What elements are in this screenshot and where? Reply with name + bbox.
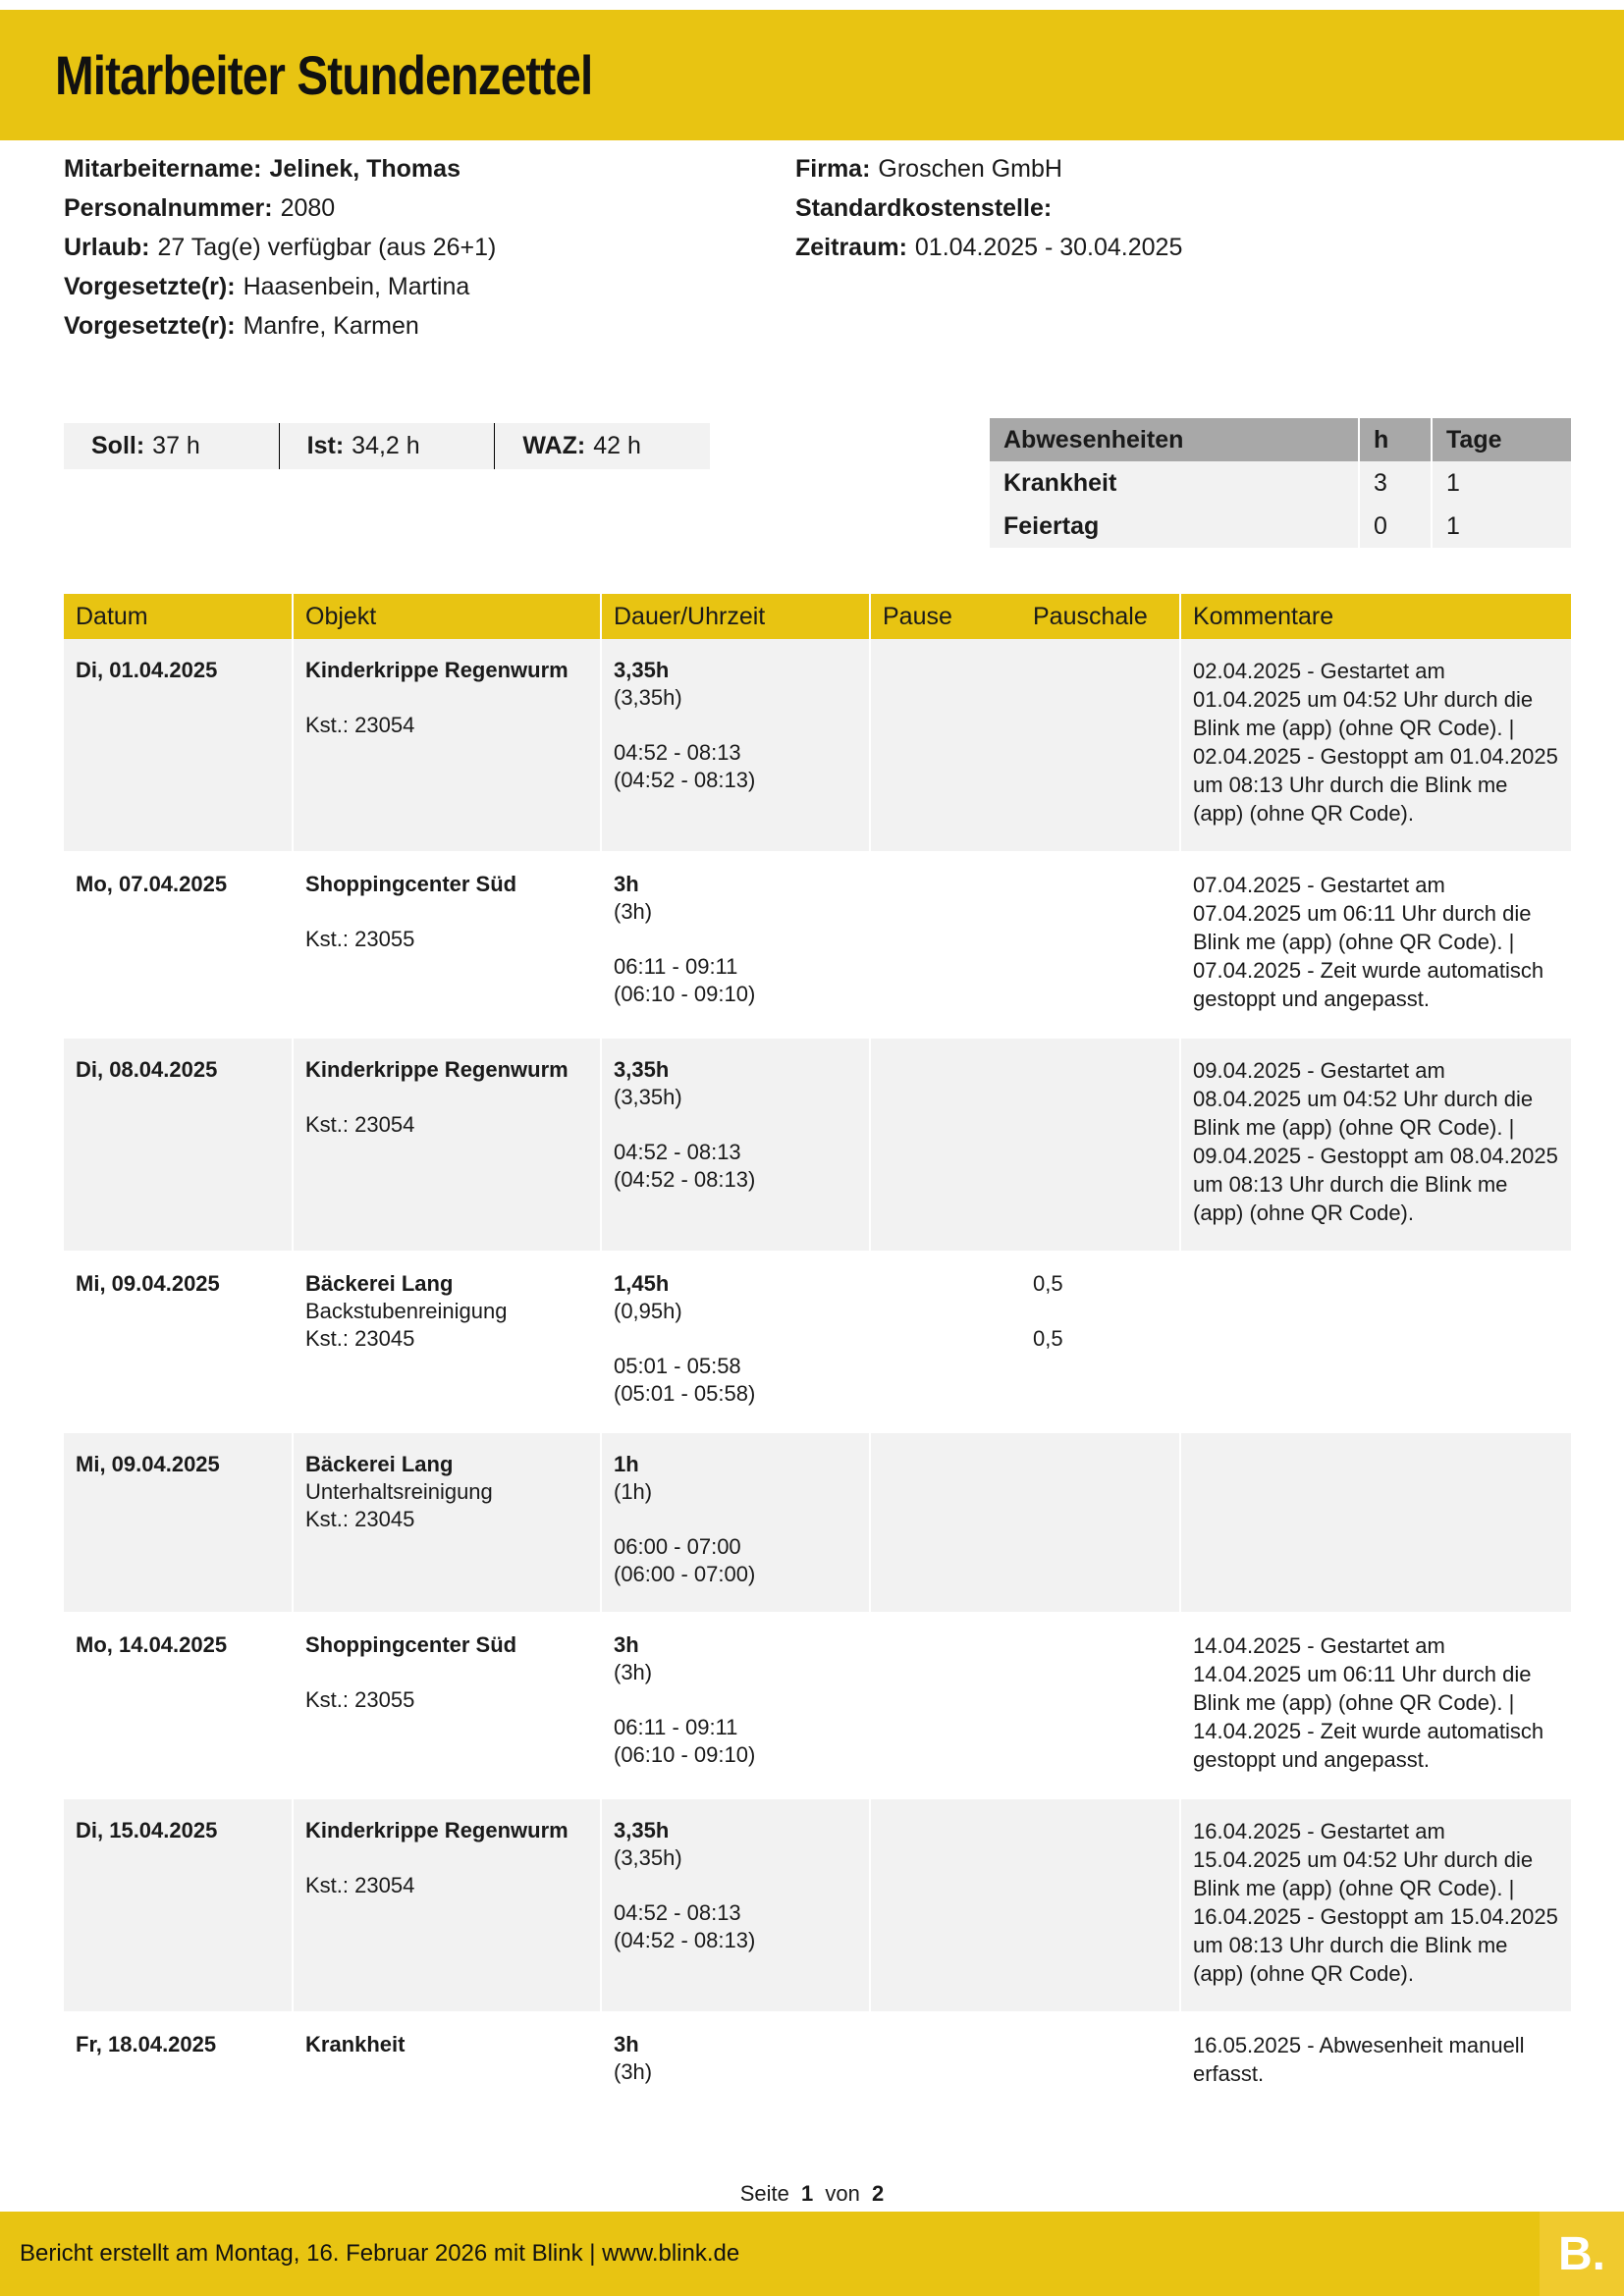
cell-line: Kst.: 23045 — [305, 1326, 415, 1351]
absence-days: 1 — [1431, 461, 1571, 505]
cell-pause — [869, 1614, 1021, 1797]
cell-pause — [869, 853, 1021, 1037]
cell-pause — [869, 1039, 1021, 1251]
column-header-kommentare: Kommentare — [1179, 594, 1571, 639]
page-title: Mitarbeiter Stundenzettel — [55, 44, 593, 106]
page-number-middle: von — [825, 2181, 860, 2206]
cell-pauschale — [1021, 853, 1179, 1037]
cell-objekt — [292, 1039, 600, 1251]
cell-pauschale — [1021, 2013, 1179, 2111]
timesheet-row — [64, 1039, 1571, 1253]
summary-soll — [64, 423, 279, 469]
cell-line: 1,45h — [614, 1271, 670, 1296]
info-line-vorgesetzte-1 — [64, 267, 795, 306]
cell-line — [614, 1325, 857, 1353]
timesheet-row — [64, 1433, 1571, 1614]
cell-line: (0,95h) — [614, 1299, 682, 1323]
info-label: Zeitraum: — [795, 234, 907, 261]
cell-line: 3h — [614, 872, 639, 896]
cell-objekt — [292, 2013, 600, 2111]
cell-line — [614, 1506, 857, 1533]
cell-line: 0,5 — [1033, 1271, 1063, 1296]
timesheet-row — [64, 853, 1571, 1039]
cell-line: Krankheit — [305, 2032, 406, 2056]
timesheet-row — [64, 639, 1571, 853]
cell-line: 1h — [614, 1452, 639, 1476]
cell-pause — [869, 639, 1021, 851]
cell-pauschale — [1021, 1039, 1179, 1251]
footer-note: Bericht erstellt am Montag, 16. Februar 2026 mit Blink | www.blink.de — [20, 2240, 740, 2267]
cell-line: Mi, 09.04.2025 — [76, 1452, 220, 1476]
cell-line — [614, 1111, 857, 1139]
cell-line — [305, 898, 588, 926]
cell-kommentar: 16.05.2025 - Abwesenheit manuell erfasst. — [1179, 2013, 1571, 2111]
cell-pauschale — [1021, 1433, 1179, 1612]
cell-objekt — [292, 1614, 600, 1797]
cell-line: Di, 01.04.2025 — [76, 658, 218, 682]
page-number-prefix: Seite — [739, 2181, 789, 2206]
cell-line: (04:52 - 08:13) — [614, 768, 756, 792]
info-label: Personalnummer: — [64, 194, 273, 222]
cell-objekt — [292, 1799, 600, 2011]
cell-line: (3h) — [614, 2059, 653, 2084]
cell-datum — [64, 1433, 292, 1612]
cell-line: 04:52 - 08:13 — [614, 1900, 741, 1925]
cell-line: Bäckerei Lang — [305, 1271, 454, 1296]
info-value: 27 Tag(e) verfügbar (aus 26+1) — [157, 234, 497, 261]
info-label: Urlaub: — [64, 234, 150, 261]
cell-kommentar: 09.04.2025 - Gestartet am 08.04.2025 um 04:52 Uhr durch die Blink me (app) (ohne QR Code). | 09.04.2025 - Gestoppt am 08.04.2025 um 08:13 Uhr durch die Blink me (app) (ohne QR Code). — [1179, 1039, 1571, 1251]
cell-line — [614, 926, 857, 953]
absences-table — [990, 418, 1571, 548]
cell-line — [614, 1872, 857, 1899]
cell-line: (04:52 - 08:13) — [614, 1167, 756, 1192]
cell-line: Kst.: 23054 — [305, 713, 415, 737]
info-label: Standardkostenstelle: — [795, 194, 1053, 222]
cell-line: Backstubenreinigung — [305, 1299, 508, 1323]
cell-dauer — [600, 1253, 869, 1431]
cell-line: (3h) — [614, 1660, 653, 1684]
cell-line: 0,5 — [1033, 1326, 1063, 1351]
cell-objekt — [292, 1253, 600, 1431]
cell-line: Kst.: 23045 — [305, 1507, 415, 1531]
timesheet-row — [64, 1614, 1571, 1799]
cell-line: Bäckerei Lang — [305, 1452, 454, 1476]
timesheet-header-row — [64, 594, 1571, 639]
cell-line: Kinderkrippe Regenwurm — [305, 1057, 568, 1082]
timesheet-body — [64, 639, 1571, 2113]
cell-line: (05:01 - 05:58) — [614, 1381, 756, 1406]
cell-line — [305, 1844, 588, 1872]
cell-line: (3,35h) — [614, 685, 682, 710]
cell-pause — [869, 1433, 1021, 1612]
page-number — [0, 2181, 1624, 2207]
cell-dauer — [600, 639, 869, 851]
info-value: 01.04.2025 - 30.04.2025 — [914, 234, 1183, 261]
summary-label: WAZ: — [522, 432, 586, 459]
column-header-dauer: Dauer/Uhrzeit — [600, 594, 869, 639]
cell-line: 06:11 - 09:11 — [614, 954, 738, 979]
cell-line: 3h — [614, 2032, 639, 2056]
cell-dauer — [600, 853, 869, 1037]
cell-line: 06:11 - 09:11 — [614, 1715, 738, 1739]
page-number-total: 2 — [872, 2181, 885, 2206]
cell-line: (1h) — [614, 1479, 653, 1504]
cell-dauer — [600, 1433, 869, 1612]
info-value: 2080 — [280, 194, 336, 222]
cell-line: 3h — [614, 1632, 639, 1657]
cell-line: (3,35h) — [614, 1845, 682, 1870]
cell-line: 06:00 - 07:00 — [614, 1534, 741, 1559]
absences-header-row — [990, 418, 1571, 461]
cell-line: 3,35h — [614, 1057, 670, 1082]
timesheet-table — [64, 594, 1571, 2113]
summary-ist — [279, 423, 495, 469]
employee-info-left — [64, 149, 795, 346]
cell-line — [305, 1659, 588, 1686]
info-label: Mitarbeitername: — [64, 155, 262, 183]
cell-line: 04:52 - 08:13 — [614, 740, 741, 765]
cell-line: Shoppingcenter Süd — [305, 1632, 517, 1657]
cell-pause — [869, 2013, 1021, 2111]
absences-header-name: Abwesenheiten — [990, 418, 1358, 461]
summary-label: Soll: — [91, 432, 145, 459]
cell-line — [305, 1084, 588, 1111]
cell-datum — [64, 853, 292, 1037]
employee-info — [64, 149, 1566, 346]
cell-kommentar: 02.04.2025 - Gestartet am 01.04.2025 um 04:52 Uhr durch die Blink me (app) (ohne QR Code). | 02.04.2025 - Gestoppt am 01.04.2025 um 08:13 Uhr durch die Blink me (app) (ohne QR Code). — [1179, 639, 1571, 851]
column-header-pauschale: Pauschale — [1033, 602, 1148, 630]
column-header-objekt: Objekt — [292, 594, 600, 639]
cell-line: Shoppingcenter Süd — [305, 872, 517, 896]
cell-line: Mo, 07.04.2025 — [76, 872, 228, 896]
absence-name: Krankheit — [990, 461, 1358, 505]
info-value: Haasenbein, Martina — [243, 273, 470, 300]
info-label: Vorgesetzte(r): — [64, 312, 236, 340]
info-line-personalnummer — [64, 188, 795, 228]
cell-dauer — [600, 2013, 869, 2111]
cell-line: Di, 15.04.2025 — [76, 1818, 218, 1842]
absence-row — [990, 461, 1571, 505]
info-line-standardkostenstelle — [795, 188, 1566, 228]
cell-line: (06:10 - 09:10) — [614, 982, 756, 1006]
cell-line: Mi, 09.04.2025 — [76, 1271, 220, 1296]
cell-pause — [869, 1799, 1021, 2011]
cell-line — [305, 684, 588, 712]
employee-info-right — [795, 149, 1566, 346]
blink-logo — [1540, 2212, 1624, 2296]
cell-dauer — [600, 1799, 869, 2011]
report-header-bar — [0, 10, 1624, 140]
absence-hours: 3 — [1358, 461, 1431, 505]
page-number-current: 1 — [801, 2181, 814, 2206]
cell-kommentar — [1179, 1253, 1571, 1431]
summary-label: Ist: — [306, 432, 345, 459]
cell-dauer — [600, 1614, 869, 1797]
cell-line: 04:52 - 08:13 — [614, 1140, 741, 1164]
cell-line: Kinderkrippe Regenwurm — [305, 658, 568, 682]
summary-waz — [494, 423, 710, 469]
timesheet-row — [64, 1253, 1571, 1433]
absence-days: 1 — [1431, 505, 1571, 548]
info-label: Firma: — [795, 155, 871, 183]
cell-objekt — [292, 639, 600, 851]
cell-line: Kst.: 23054 — [305, 1873, 415, 1897]
cell-line — [1033, 1298, 1167, 1325]
cell-datum — [64, 1039, 292, 1251]
info-value: Jelinek, Thomas — [269, 155, 460, 183]
info-line-vorgesetzte-2 — [64, 306, 795, 346]
cell-line: Kst.: 23055 — [305, 927, 415, 951]
cell-pauschale — [1021, 1253, 1179, 1431]
cell-kommentar: 16.04.2025 - Gestartet am 15.04.2025 um 04:52 Uhr durch die Blink me (app) (ohne QR Code). | 16.04.2025 - Gestoppt am 15.04.2025 um 08:13 Uhr durch die Blink me (app) (ohne QR Code). — [1179, 1799, 1571, 2011]
cell-line: Di, 08.04.2025 — [76, 1057, 218, 1082]
info-label: Vorgesetzte(r): — [64, 273, 236, 300]
info-line-mitarbeitername — [64, 149, 795, 188]
cell-line: Unterhaltsreinigung — [305, 1479, 493, 1504]
absences-header-hours: h — [1358, 418, 1431, 461]
cell-line: Mo, 14.04.2025 — [76, 1632, 228, 1657]
cell-line — [614, 1686, 857, 1714]
cell-line: Fr, 18.04.2025 — [76, 2032, 217, 2056]
cell-datum — [64, 1253, 292, 1431]
cell-line: Kst.: 23055 — [305, 1687, 415, 1712]
cell-line: 3,35h — [614, 1818, 670, 1842]
info-line-urlaub — [64, 228, 795, 267]
cell-objekt — [292, 1433, 600, 1612]
cell-pauschale — [1021, 639, 1179, 851]
cell-line: 3,35h — [614, 658, 670, 682]
cell-line: (04:52 - 08:13) — [614, 1928, 756, 1952]
summary-value: 37 h — [152, 432, 200, 459]
absence-row — [990, 505, 1571, 548]
info-value: Groschen GmbH — [878, 155, 1062, 183]
cell-line: (06:00 - 07:00) — [614, 1562, 756, 1586]
cell-pause — [869, 1253, 1021, 1431]
absence-name: Feiertag — [990, 505, 1358, 548]
cell-datum — [64, 1799, 292, 2011]
cell-kommentar: 14.04.2025 - Gestartet am 14.04.2025 um 06:11 Uhr durch die Blink me (app) (ohne QR Code). | 14.04.2025 - Zeit wurde automatisch gestoppt und angepasst. — [1179, 1614, 1571, 1797]
report-footer-bar — [0, 2212, 1624, 2296]
cell-pauschale — [1021, 1614, 1179, 1797]
timesheet-row — [64, 1799, 1571, 2013]
summary-value: 34,2 h — [352, 432, 420, 459]
cell-dauer — [600, 1039, 869, 1251]
cell-datum — [64, 639, 292, 851]
hours-summary-bar — [64, 423, 710, 469]
column-header-pause: Pause — [869, 594, 1021, 639]
cell-pauschale — [1021, 1799, 1179, 2011]
cell-line: Kinderkrippe Regenwurm — [305, 1818, 568, 1842]
cell-objekt — [292, 853, 600, 1037]
column-header-datum: Datum — [76, 602, 148, 630]
cell-datum — [64, 1614, 292, 1797]
summary-value: 42 h — [593, 432, 641, 459]
cell-kommentar — [1179, 1433, 1571, 1612]
cell-line: Kst.: 23054 — [305, 1112, 415, 1137]
cell-datum — [64, 2013, 292, 2111]
blink-logo-text: B. — [1558, 2227, 1605, 2280]
cell-line: (3h) — [614, 899, 653, 924]
cell-line: (06:10 - 09:10) — [614, 1742, 756, 1767]
info-line-firma — [795, 149, 1566, 188]
info-value: Manfre, Karmen — [243, 312, 419, 340]
timesheet-row — [64, 2013, 1571, 2113]
cell-kommentar: 07.04.2025 - Gestartet am 07.04.2025 um 06:11 Uhr durch die Blink me (app) (ohne QR Code). | 07.04.2025 - Zeit wurde automatisch gestoppt und angepasst. — [1179, 853, 1571, 1037]
cell-line: 05:01 - 05:58 — [614, 1354, 741, 1378]
absences-body — [990, 461, 1571, 548]
absence-hours: 0 — [1358, 505, 1431, 548]
cell-line — [614, 712, 857, 739]
cell-line: (3,35h) — [614, 1085, 682, 1109]
info-line-zeitraum — [795, 228, 1566, 267]
absences-header-days: Tage — [1431, 418, 1571, 461]
